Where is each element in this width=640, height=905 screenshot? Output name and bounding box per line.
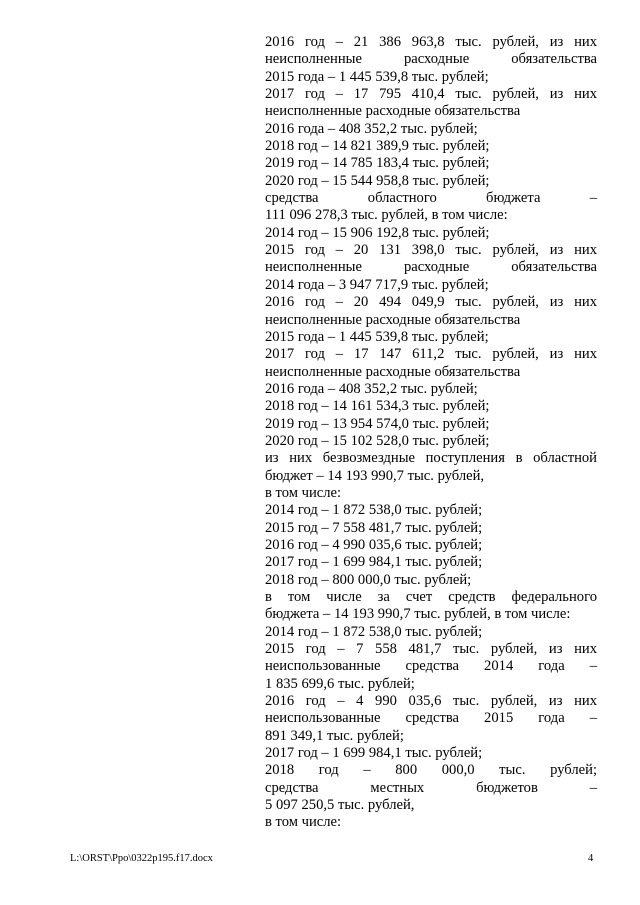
text-line: 2018 год – 14 821 389,9 тыс. рублей; bbox=[265, 138, 490, 155]
text-line: в том числе за счет средств федерального bbox=[265, 589, 597, 605]
text-line: 2015 год – 20 131 398,0 тыс. рублей, из них bbox=[265, 242, 597, 259]
text-line: из них безвозмездные поступления в областной bbox=[265, 450, 597, 467]
text-line: неисполненные расходные обязательства bbox=[265, 103, 521, 120]
text-line: 2018 год – 800 000,0 тыс. рублей; bbox=[265, 762, 597, 779]
text-line: 5 097 250,5 тыс. рублей, bbox=[265, 797, 415, 814]
text-line: средства областного бюджета – bbox=[265, 190, 597, 207]
text-line: 2014 год – 1 872 538,0 тыс. рублей; bbox=[265, 502, 483, 519]
text-line: неисполненные расходные обязательства bbox=[265, 259, 597, 276]
text-line: 2018 год – 800 000,0 тыс. рублей; bbox=[265, 571, 472, 588]
text-line: 2019 год – 13 954 574,0 тыс. рублей; bbox=[265, 415, 490, 432]
text-line: 2014 год – 15 906 192,8 тыс. рублей; bbox=[265, 224, 490, 241]
text-line: 2016 года – 408 352,2 тыс. рублей; bbox=[265, 120, 478, 137]
text-line: 2017 год – 17 795 410,4 тыс. рублей, из них bbox=[265, 86, 597, 103]
text-line: 891 349,1 тыс. рублей; bbox=[265, 727, 404, 744]
text-line: 2017 год – 1 699 984,1 тыс. рублей; bbox=[265, 745, 483, 762]
text-line: неисполненные расходные обязательства bbox=[265, 51, 597, 68]
text-line: бюджета – 14 193 990,7 тыс. рублей, в том числе: bbox=[265, 606, 571, 623]
text-line: 2019 год – 14 785 183,4 тыс. рублей; bbox=[265, 155, 490, 172]
document-body bbox=[265, 34, 597, 832]
text-line: неиспользованные средства 2014 года – bbox=[265, 658, 597, 675]
text-line: 2020 год – 15 102 528,0 тыс. рублей; bbox=[265, 432, 490, 449]
text-line: 2017 год – 1 699 984,1 тыс. рублей; bbox=[265, 554, 483, 571]
text-line: 2016 год – 20 494 049,9 тыс. рублей, из них bbox=[265, 294, 597, 311]
text-line: 111 096 278,3 тыс. рублей, в том числе: bbox=[265, 207, 508, 224]
text-line: 2015 года – 1 445 539,8 тыс. рублей; bbox=[265, 328, 489, 345]
page-number: 4 bbox=[588, 853, 594, 864]
text-line: 2020 год – 15 544 958,8 тыс. рублей; bbox=[265, 172, 490, 189]
text-line: 2016 год – 4 990 035,6 тыс. рублей, из них bbox=[265, 693, 597, 710]
text-line: 2015 года – 1 445 539,8 тыс. рублей; bbox=[265, 68, 489, 85]
text-line: 2017 год – 17 147 611,2 тыс. рублей, из них bbox=[265, 346, 597, 363]
text-line: 2016 года – 408 352,2 тыс. рублей; bbox=[265, 380, 478, 397]
text-line: в том числе: bbox=[265, 814, 342, 831]
text-line: неисполненные расходные обязательства bbox=[265, 363, 521, 380]
text-line: 2014 год – 1 872 538,0 тыс. рублей; bbox=[265, 623, 483, 640]
text-line: 2015 год – 7 558 481,7 тыс. рублей, из них bbox=[265, 641, 597, 658]
text-line: 2016 год – 4 990 035,6 тыс. рублей; bbox=[265, 536, 483, 553]
text-line: 2014 года – 3 947 717,9 тыс. рублей; bbox=[265, 276, 489, 293]
text-line: в том числе: bbox=[265, 484, 342, 501]
text-line: бюджет – 14 193 990,7 тыс. рублей, bbox=[265, 467, 485, 484]
text-line: 2018 год – 14 161 534,3 тыс. рублей; bbox=[265, 398, 490, 415]
text-line: 1 835 699,6 тыс. рублей; bbox=[265, 675, 415, 692]
text-line: неиспользованные средства 2015 года – bbox=[265, 710, 597, 727]
text-line: неисполненные расходные обязательства bbox=[265, 311, 521, 328]
text-line: 2016 год – 21 386 963,8 тыс. рублей, из них bbox=[265, 34, 597, 50]
footer-file-path: L:\ORST\Ppo\0322p195.f17.docx bbox=[70, 853, 213, 864]
text-line: средства местных бюджетов – bbox=[265, 779, 597, 796]
text-line: 2015 год – 7 558 481,7 тыс. рублей; bbox=[265, 519, 483, 536]
